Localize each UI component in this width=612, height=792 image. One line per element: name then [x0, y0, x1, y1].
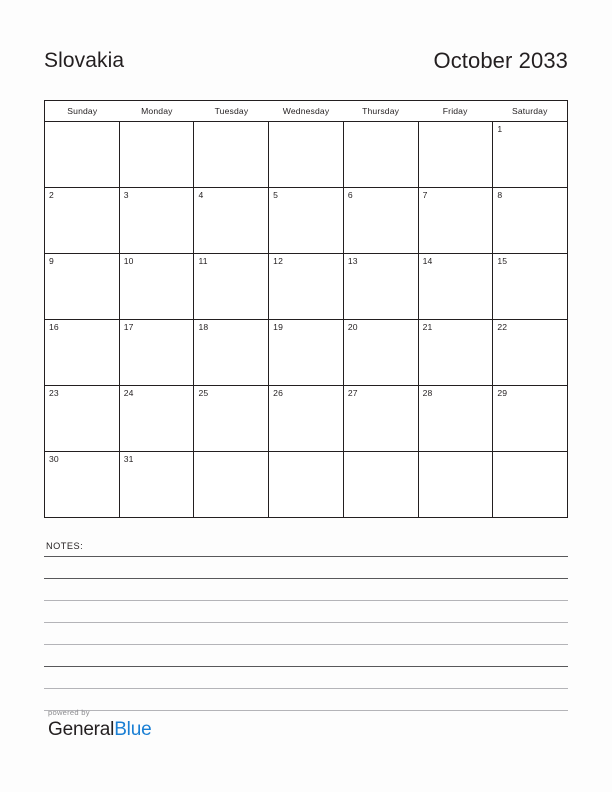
notes-section [44, 540, 568, 711]
day-cell[interactable] [194, 386, 269, 451]
note-line[interactable] [44, 622, 568, 623]
day-number: 17 [123, 322, 134, 332]
day-number: 29 [497, 388, 508, 398]
day-cell-empty[interactable] [120, 122, 195, 187]
day-cell[interactable] [120, 452, 195, 517]
day-number: 20 [347, 322, 358, 332]
note-line[interactable] [44, 556, 568, 557]
notes-label: NOTES: [46, 541, 84, 551]
day-number: 8 [497, 190, 503, 200]
note-line[interactable] [44, 600, 568, 601]
day-number: 13 [347, 256, 358, 266]
weekday-header-tuesday: Tuesday [214, 106, 249, 116]
day-cell[interactable] [344, 320, 419, 385]
logo-blue-text: Blue [114, 719, 152, 740]
notes-lines[interactable] [44, 556, 568, 711]
weekday-header-thursday: Thursday [362, 106, 400, 116]
day-cell-empty[interactable] [269, 452, 344, 517]
day-number: 28 [422, 388, 433, 398]
day-cell[interactable] [45, 254, 120, 319]
day-cell[interactable] [120, 320, 195, 385]
day-number: 12 [273, 256, 284, 266]
weekday-header-monday: Monday [141, 106, 173, 116]
weekday-header-wednesday: Wednesday [282, 106, 330, 116]
day-number: 14 [422, 256, 433, 266]
day-cell[interactable] [269, 320, 344, 385]
day-number: 11 [198, 256, 208, 266]
day-number: 25 [198, 388, 209, 398]
calendar-grid [44, 100, 568, 518]
day-cell[interactable] [269, 254, 344, 319]
weekday-header-friday: Friday [442, 106, 468, 116]
weekday-header-row [45, 101, 567, 122]
day-cell[interactable] [45, 320, 120, 385]
day-cell[interactable] [269, 188, 344, 253]
generalblue-logo[interactable] [48, 719, 308, 741]
day-cell[interactable] [419, 386, 494, 451]
day-cell[interactable] [493, 320, 567, 385]
day-number: 27 [347, 388, 358, 398]
day-cell[interactable] [344, 386, 419, 451]
day-number: 10 [123, 256, 134, 266]
country-title: Slovakia [44, 49, 125, 72]
day-number: 3 [123, 190, 129, 200]
day-cell-empty[interactable] [493, 452, 567, 517]
day-cell[interactable] [120, 386, 195, 451]
day-cell[interactable] [194, 254, 269, 319]
day-number: 30 [49, 454, 59, 464]
day-number: 2 [49, 190, 54, 200]
day-cell[interactable] [269, 386, 344, 451]
calendar-week-row [45, 122, 567, 188]
day-number: 21 [422, 322, 433, 332]
day-cell[interactable] [45, 386, 120, 451]
day-number: 31 [123, 454, 134, 464]
day-cell[interactable] [419, 320, 494, 385]
day-cell[interactable] [45, 188, 120, 253]
day-cell[interactable] [45, 452, 120, 517]
weekday-header-sunday: Sunday [67, 106, 98, 116]
day-number: 18 [198, 322, 209, 332]
day-number: 9 [49, 256, 54, 266]
day-number: 16 [49, 322, 59, 332]
day-number: 6 [347, 190, 353, 200]
note-line[interactable] [44, 666, 568, 667]
day-cell[interactable] [120, 188, 195, 253]
day-cell[interactable] [120, 254, 195, 319]
note-line[interactable] [44, 688, 568, 689]
month-year-title: October 2033 [433, 48, 568, 73]
day-cell-empty[interactable] [45, 122, 120, 187]
day-number: 19 [273, 322, 284, 332]
day-cell[interactable] [493, 122, 567, 187]
day-cell[interactable] [344, 254, 419, 319]
day-cell[interactable] [194, 188, 269, 253]
day-cell[interactable] [194, 320, 269, 385]
logo-general-text: General [48, 719, 115, 740]
day-number: 23 [49, 388, 59, 398]
weekday-header-saturday: Saturday [511, 106, 548, 116]
day-number: 26 [273, 388, 284, 398]
day-cell-empty[interactable] [194, 122, 269, 187]
day-cell-empty[interactable] [419, 452, 494, 517]
powered-by-label: powered by [48, 708, 90, 717]
day-cell[interactable] [419, 254, 494, 319]
calendar-week-row [45, 320, 567, 386]
note-line[interactable] [44, 578, 568, 579]
day-cell[interactable] [493, 254, 567, 319]
day-number: 5 [273, 190, 279, 200]
day-cell-empty[interactable] [344, 452, 419, 517]
day-cell[interactable] [344, 188, 419, 253]
calendar-week-row [45, 452, 567, 517]
day-cell[interactable] [493, 386, 567, 451]
day-number: 7 [422, 190, 428, 200]
day-number: 22 [497, 322, 508, 332]
day-cell-empty[interactable] [419, 122, 494, 187]
day-number: 1 [497, 124, 503, 134]
day-cell[interactable] [493, 188, 567, 253]
day-number: 24 [123, 388, 134, 398]
page-header [44, 48, 568, 84]
day-cell[interactable] [419, 188, 494, 253]
day-cell-empty[interactable] [269, 122, 344, 187]
calendar-week-row [45, 254, 567, 320]
day-number: 15 [497, 256, 508, 266]
day-cell-empty[interactable] [194, 452, 269, 517]
calendar-week-row [45, 386, 567, 452]
day-number: 4 [198, 190, 204, 200]
calendar-week-row [45, 188, 567, 254]
day-cell-empty[interactable] [344, 122, 419, 187]
calendar-week-container [45, 122, 567, 517]
note-line[interactable] [44, 644, 568, 645]
footer-branding [48, 708, 308, 741]
